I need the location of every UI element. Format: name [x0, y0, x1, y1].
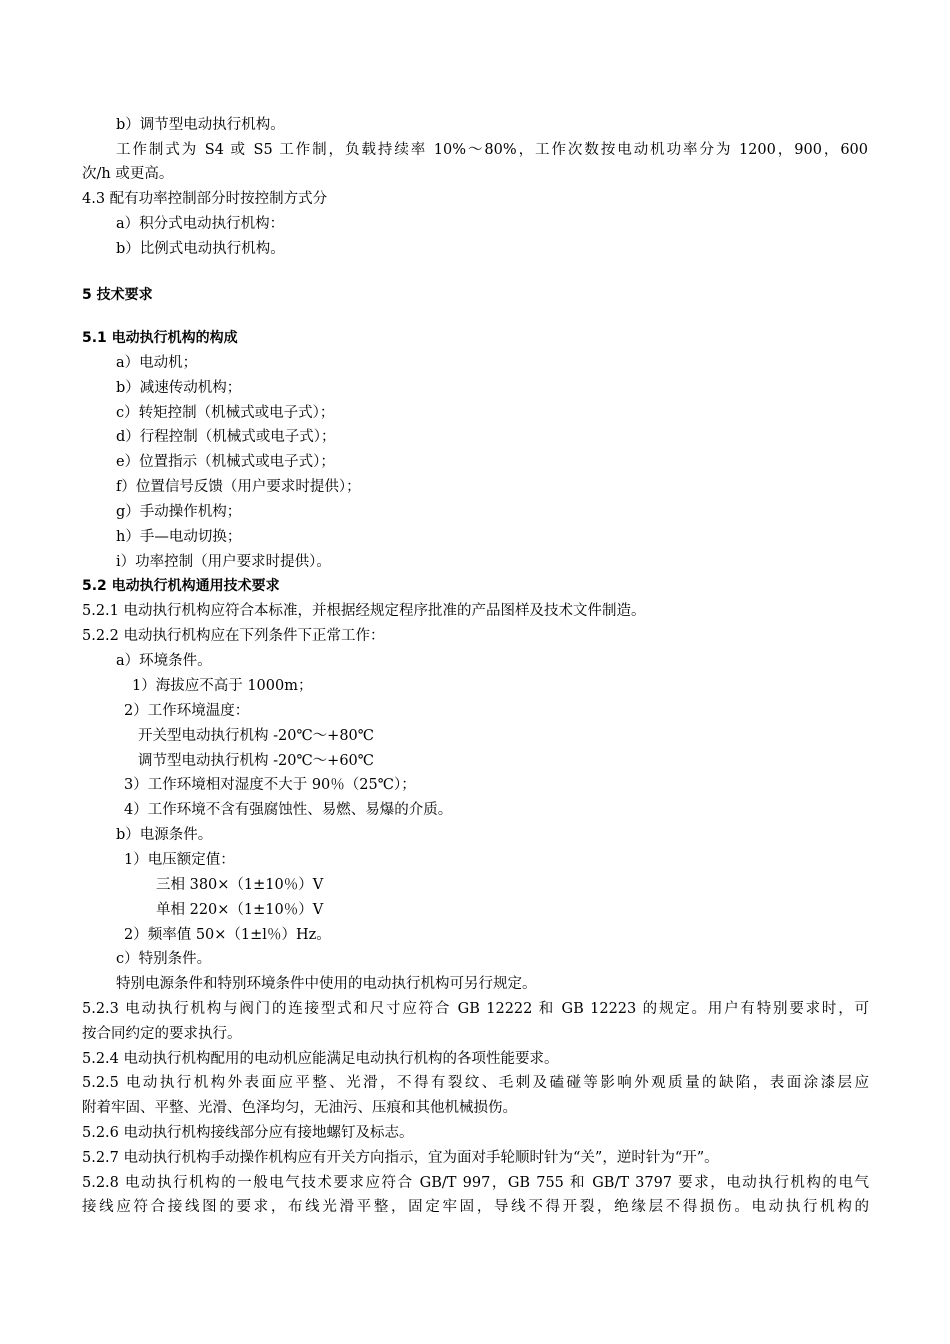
list-item: a）环境条件。 — [116, 653, 212, 669]
section-heading: 4.3 配有功率控制部分时按控制方式分 — [82, 191, 328, 207]
chapter-heading: 5 技术要求 — [82, 287, 153, 303]
list-item: b）电源条件。 — [116, 827, 213, 843]
text-line: 附着牢固、平整、光滑、色泽均匀，无油污、压痕和其他机械损伤。 — [82, 1100, 517, 1116]
clause: 5.2.6 电动执行机构接线部分应有接地螺钉及标志。 — [82, 1125, 414, 1141]
text-line: 特别电源条件和特别环境条件中使用的电动执行机构可另行规定。 — [116, 976, 537, 992]
text-line: b）调节型电动执行机构。 — [116, 117, 285, 133]
clause: 5.2.4 电动执行机构配用的电动机应能满足电动执行机构的各项性能要求。 — [82, 1051, 559, 1067]
list-item: c）特别条件。 — [116, 951, 212, 967]
text-line: 次/h 或更高。 — [82, 166, 174, 182]
clause: 5.2.5 电动执行机构外表面应平整、光滑，不得有裂纹、毛刺及磕碰等影响外观质量的缺陷，表面涂漆层应 — [82, 1075, 869, 1091]
list-item: f）位置信号反馈（用户要求时提供）； — [116, 479, 361, 495]
text-line: 工作制式为 S4 或 S5 工作制，负载持续率 10%～80%，工作次数按电动机功率分为 1200，900，600 — [116, 142, 868, 158]
sub-item-detail: 开关型电动执行机构 -20℃～+80℃ — [138, 728, 374, 744]
list-item: h）手—电动切换； — [116, 529, 242, 545]
sub-item-detail: 调节型电动执行机构 -20℃～+60℃ — [138, 753, 374, 769]
text-line: 按合同约定的要求执行。 — [82, 1026, 242, 1042]
clause: 5.2.7 电动执行机构手动操作机构应有开关方向指示，宜为面对手轮顺时针为“关”，逆时针为“开”。 — [82, 1150, 719, 1166]
sub-item-detail: 单相 220×（1±10％）V — [156, 902, 324, 918]
clause: 5.2.2 电动执行机构应在下列条件下正常工作： — [82, 628, 385, 644]
sub-item: 1）海拔应不高于 1000m； — [132, 678, 313, 694]
list-item: g）手动操作机构； — [116, 504, 242, 520]
list-item: a）电动机； — [116, 355, 198, 371]
list-item: c）转矩控制（机械式或电子式）； — [116, 405, 335, 421]
section-heading: 5.1 电动执行机构的构成 — [82, 330, 238, 346]
clause: 5.2.1 电动执行机构应符合本标准，并根据经规定程序批准的产品图样及技术文件制造。 — [82, 603, 646, 619]
clause: 5.2.3 电动执行机构与阀门的连接型式和尺寸应符合 GB 12222 和 GB 12223 的规定。用户有特别要求时，可 — [82, 1001, 869, 1017]
text-line: 接线应符合接线图的要求，布线光滑平整，固定牢固，导线不得开裂，绝缘层不得损伤。电动执行机构的 — [82, 1199, 869, 1215]
sub-item: 4）工作环境不含有强腐蚀性、易燃、易爆的介质。 — [124, 802, 453, 818]
list-item: a）积分式电动执行机构： — [116, 216, 285, 232]
sub-item: 3）工作环境相对湿度不大于 90％（25℃）； — [124, 777, 416, 793]
sub-item: 2）工作环境温度： — [124, 703, 250, 719]
list-item: e）位置指示（机械式或电子式）； — [116, 454, 335, 470]
sub-item: 2）频率值 50×（1±l％）Hz。 — [124, 927, 331, 943]
sub-item-detail: 三相 380×（1±10％）V — [156, 877, 324, 893]
sub-item: 1）电压额定值： — [124, 852, 235, 868]
list-item: d）行程控制（机械式或电子式）； — [116, 429, 336, 445]
list-item: b）减速传动机构； — [116, 380, 242, 396]
list-item: i）功率控制（用户要求时提供）。 — [116, 554, 331, 570]
clause: 5.2.8 电动执行机构的一般电气技术要求应符合 GB/T 997，GB 755 和 GB/T 3797 要求，电动执行机构的电气 — [82, 1175, 869, 1191]
section-heading: 5.2 电动执行机构通用技术要求 — [82, 578, 280, 594]
list-item: b）比例式电动执行机构。 — [116, 241, 285, 257]
